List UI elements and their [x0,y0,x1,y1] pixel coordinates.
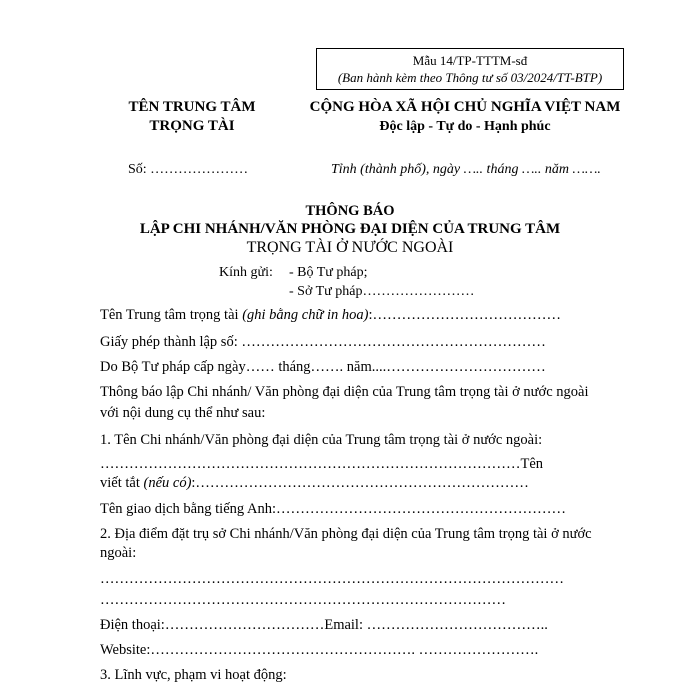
national-motto: Độc lập - Tự do - Hạnh phúc [379,119,551,134]
recipient-ministry: - Bộ Tư pháp; [289,265,368,280]
center-name-line [100,307,561,324]
place-date-line: Tỉnh (thành phố), ngày ….. tháng ….. năm ……. [331,162,601,177]
notice-line-2: với nội dung cụ thể như sau: [100,405,266,421]
arbitration-center-heading [122,98,262,136]
org-line-1: TÊN TRUNG TÂM [128,99,256,115]
issue-date-line: Do Bộ Tư pháp cấp ngày…… tháng……. năm....…………………………… [100,359,546,375]
phone-email-line: Điện thoại:……………………………Email: ……………………………….. [100,617,548,633]
document-title: THÔNG BÁO [305,203,395,219]
country-name: CỘNG HÒA XÃ HỘI CHỦ NGHĨA VIỆT NAM [309,99,621,115]
english-name-line: Tên giao dịch bằng tiếng Anh:…………………………………………………… [100,501,566,517]
form-code: Mẫu 14/TP-TTTM-sđ [412,53,528,68]
document-number: Số: ………………… [128,162,249,177]
section-2-title-line-2: ngoài: [100,545,137,561]
abbreviation-dots: :…………………………………………………………… [191,475,529,491]
website-line: Website:………………………………………………. ……………………. [100,642,539,658]
address-dots-1: …………………………………………………………………………………… [100,571,564,587]
notice-line-1: Thông báo lập Chi nhánh/ Văn phòng đại diện của Trung tâm trọng tài ở nước ngoài [100,384,589,400]
center-name-prefix: Tên Trung tâm trọng tài [100,307,243,323]
national-heading [300,98,630,136]
abbreviation-hint: (nếu có) [143,475,192,491]
license-number-line: Giấy phép thành lập số: ……………………………………………………… [100,334,546,350]
center-name-hint: (ghi bằng chữ in hoa) [242,307,369,323]
form-code-box [316,48,624,90]
document-subtitle-2: TRỌNG TÀI Ở NƯỚC NGOÀI [246,239,454,256]
section-3-title: 3. Lĩnh vực, phạm vi hoạt động: [100,667,287,683]
abbreviation-line [100,475,529,492]
document-subtitle-1: LẬP CHI NHÁNH/VĂN PHÒNG ĐẠI DIỆN CỦA TRUNG TÂM [139,221,561,237]
section-1-dots: ……………………………………………………………………………Tên [100,456,544,472]
org-line-2: TRỌNG TÀI [149,118,235,134]
section-2-title-line-1: 2. Địa điểm đặt trụ sở Chi nhánh/Văn phòng đại diện của Trung tâm trọng tài ở nước [100,526,592,542]
center-name-dots: :………………………………… [368,307,562,323]
section-1-title: 1. Tên Chi nhánh/Văn phòng đại diện của Trung tâm trọng tài ở nước ngoài: [100,432,543,448]
address-dots-2: ………………………………………………………………………… [100,592,506,608]
recipients-label: Kính gửi: [219,265,273,280]
abbreviation-prefix: viết tắt [100,475,144,491]
form-issued-note: (Ban hành kèm theo Thông tư số 03/2024/TT-BTP) [337,70,603,85]
recipient-department: - Sở Tư pháp…………………… [289,284,475,299]
